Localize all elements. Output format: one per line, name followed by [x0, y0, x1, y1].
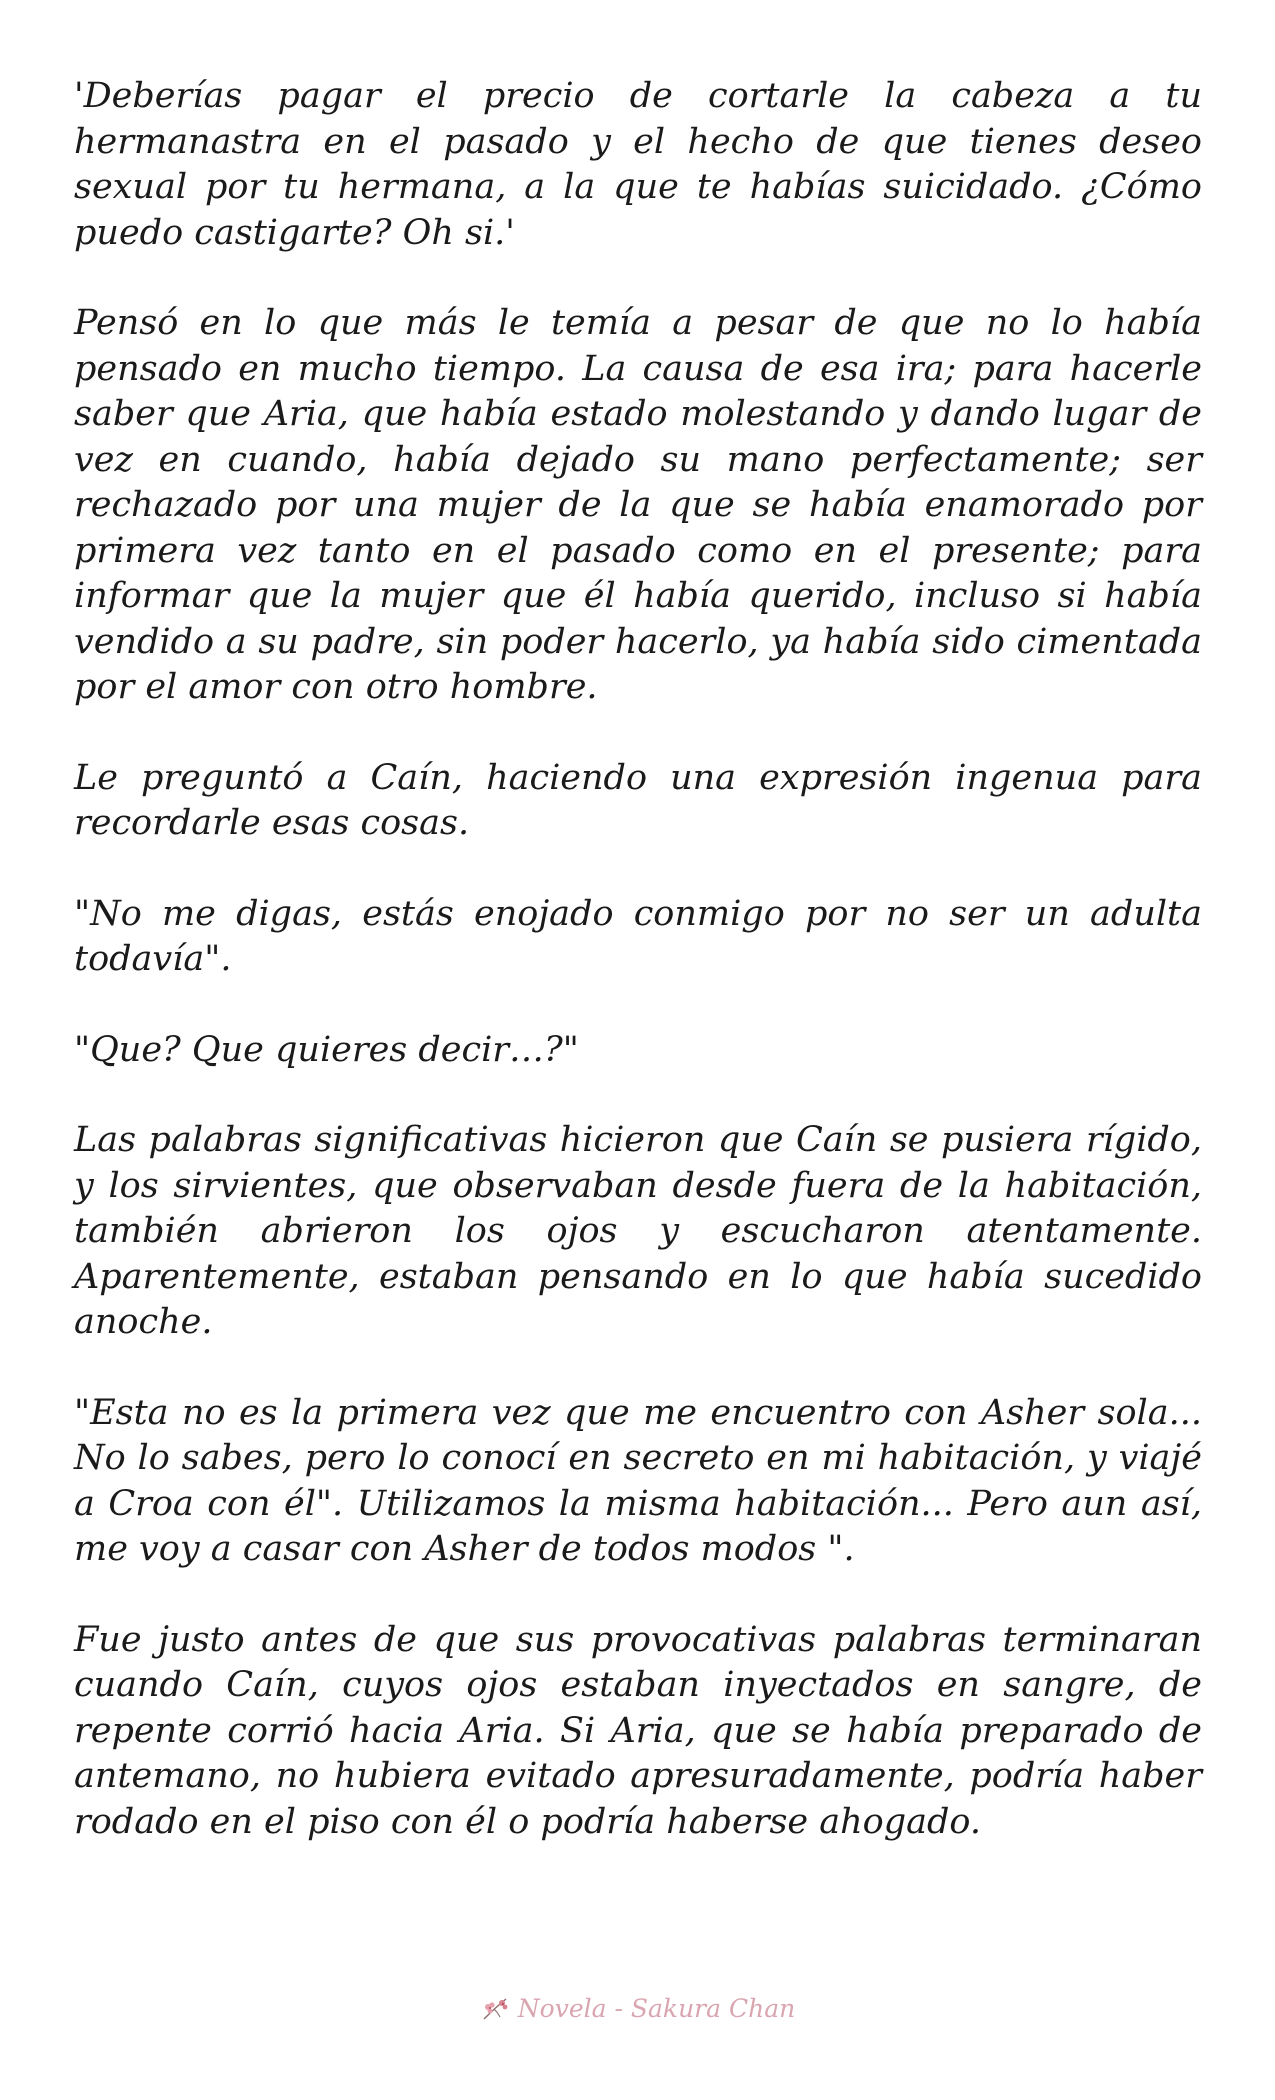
watermark	[0, 1994, 1275, 2024]
paragraph-8: Fue justo antes de que sus provocativas palabras terminaran cuando Caín, cuyos ojos estaban inyectados en sangre, de repente corrió hacia Aria. Si Aria, que se había preparado de antemano, no hubiera evitado apresuradamente, podría haber rodado en el piso con él o podría haberse ahogado.	[74, 1619, 1202, 1842]
document-body	[74, 74, 1202, 1845]
paragraph-2: Pensó en lo que más le temía a pesar de que no lo había pensado en mucho tiempo. La causa de esa ira; para hacerle saber que Aria, que había estado molestando y dando lugar de vez en cuando, había dejado su mano perfectamente; ser rechazado por una mujer de la que se había enamorado por primera vez tanto en el pasado como en el presente; para informar que la mujer que él había querido, incluso si había vendido a su padre, sin poder hacerlo, ya había sido cimentada por el amor con otro hombre.	[74, 303, 1202, 707]
paragraph-7: "Esta no es la primera vez que me encuentro con Asher sola... No lo sabes, pero lo conocí en secreto en mi habitación, y viajé a Croa con él". Utilizamos la misma habitación... Pero aun así, me voy a casar con Asher de todos modos ".	[74, 1392, 1202, 1569]
paragraph-4: "No me digas, estás enojado conmigo por no ser un adulta todavía".	[74, 893, 1202, 979]
watermark-text: Novela - Sakura Chan	[517, 1994, 796, 2023]
paragraph-1: 'Deberías pagar el precio de cortarle la cabeza a tu hermanastra en el pasado y el hecho de que tienes deseo sexual por tu hermana, a la que te habías suicidado. ¿Cómo puedo castigarte? Oh si.'	[74, 76, 1202, 253]
cherry-blossom-icon	[480, 1995, 510, 2021]
paragraph-5: "Que? Que quieres decir…?"	[74, 1029, 579, 1070]
paragraph-3: Le preguntó a Caín, haciendo una expresión ingenua para recordarle esas cosas.	[74, 757, 1202, 843]
paragraph-6: Las palabras significativas hicieron que Caín se pusiera rígido, y los sirvientes, que observaban desde fuera de la habitación, también abrieron los ojos y escucharon atentamente. Aparentemente, estaban pensando en lo que había sucedido anoche.	[74, 1120, 1202, 1342]
